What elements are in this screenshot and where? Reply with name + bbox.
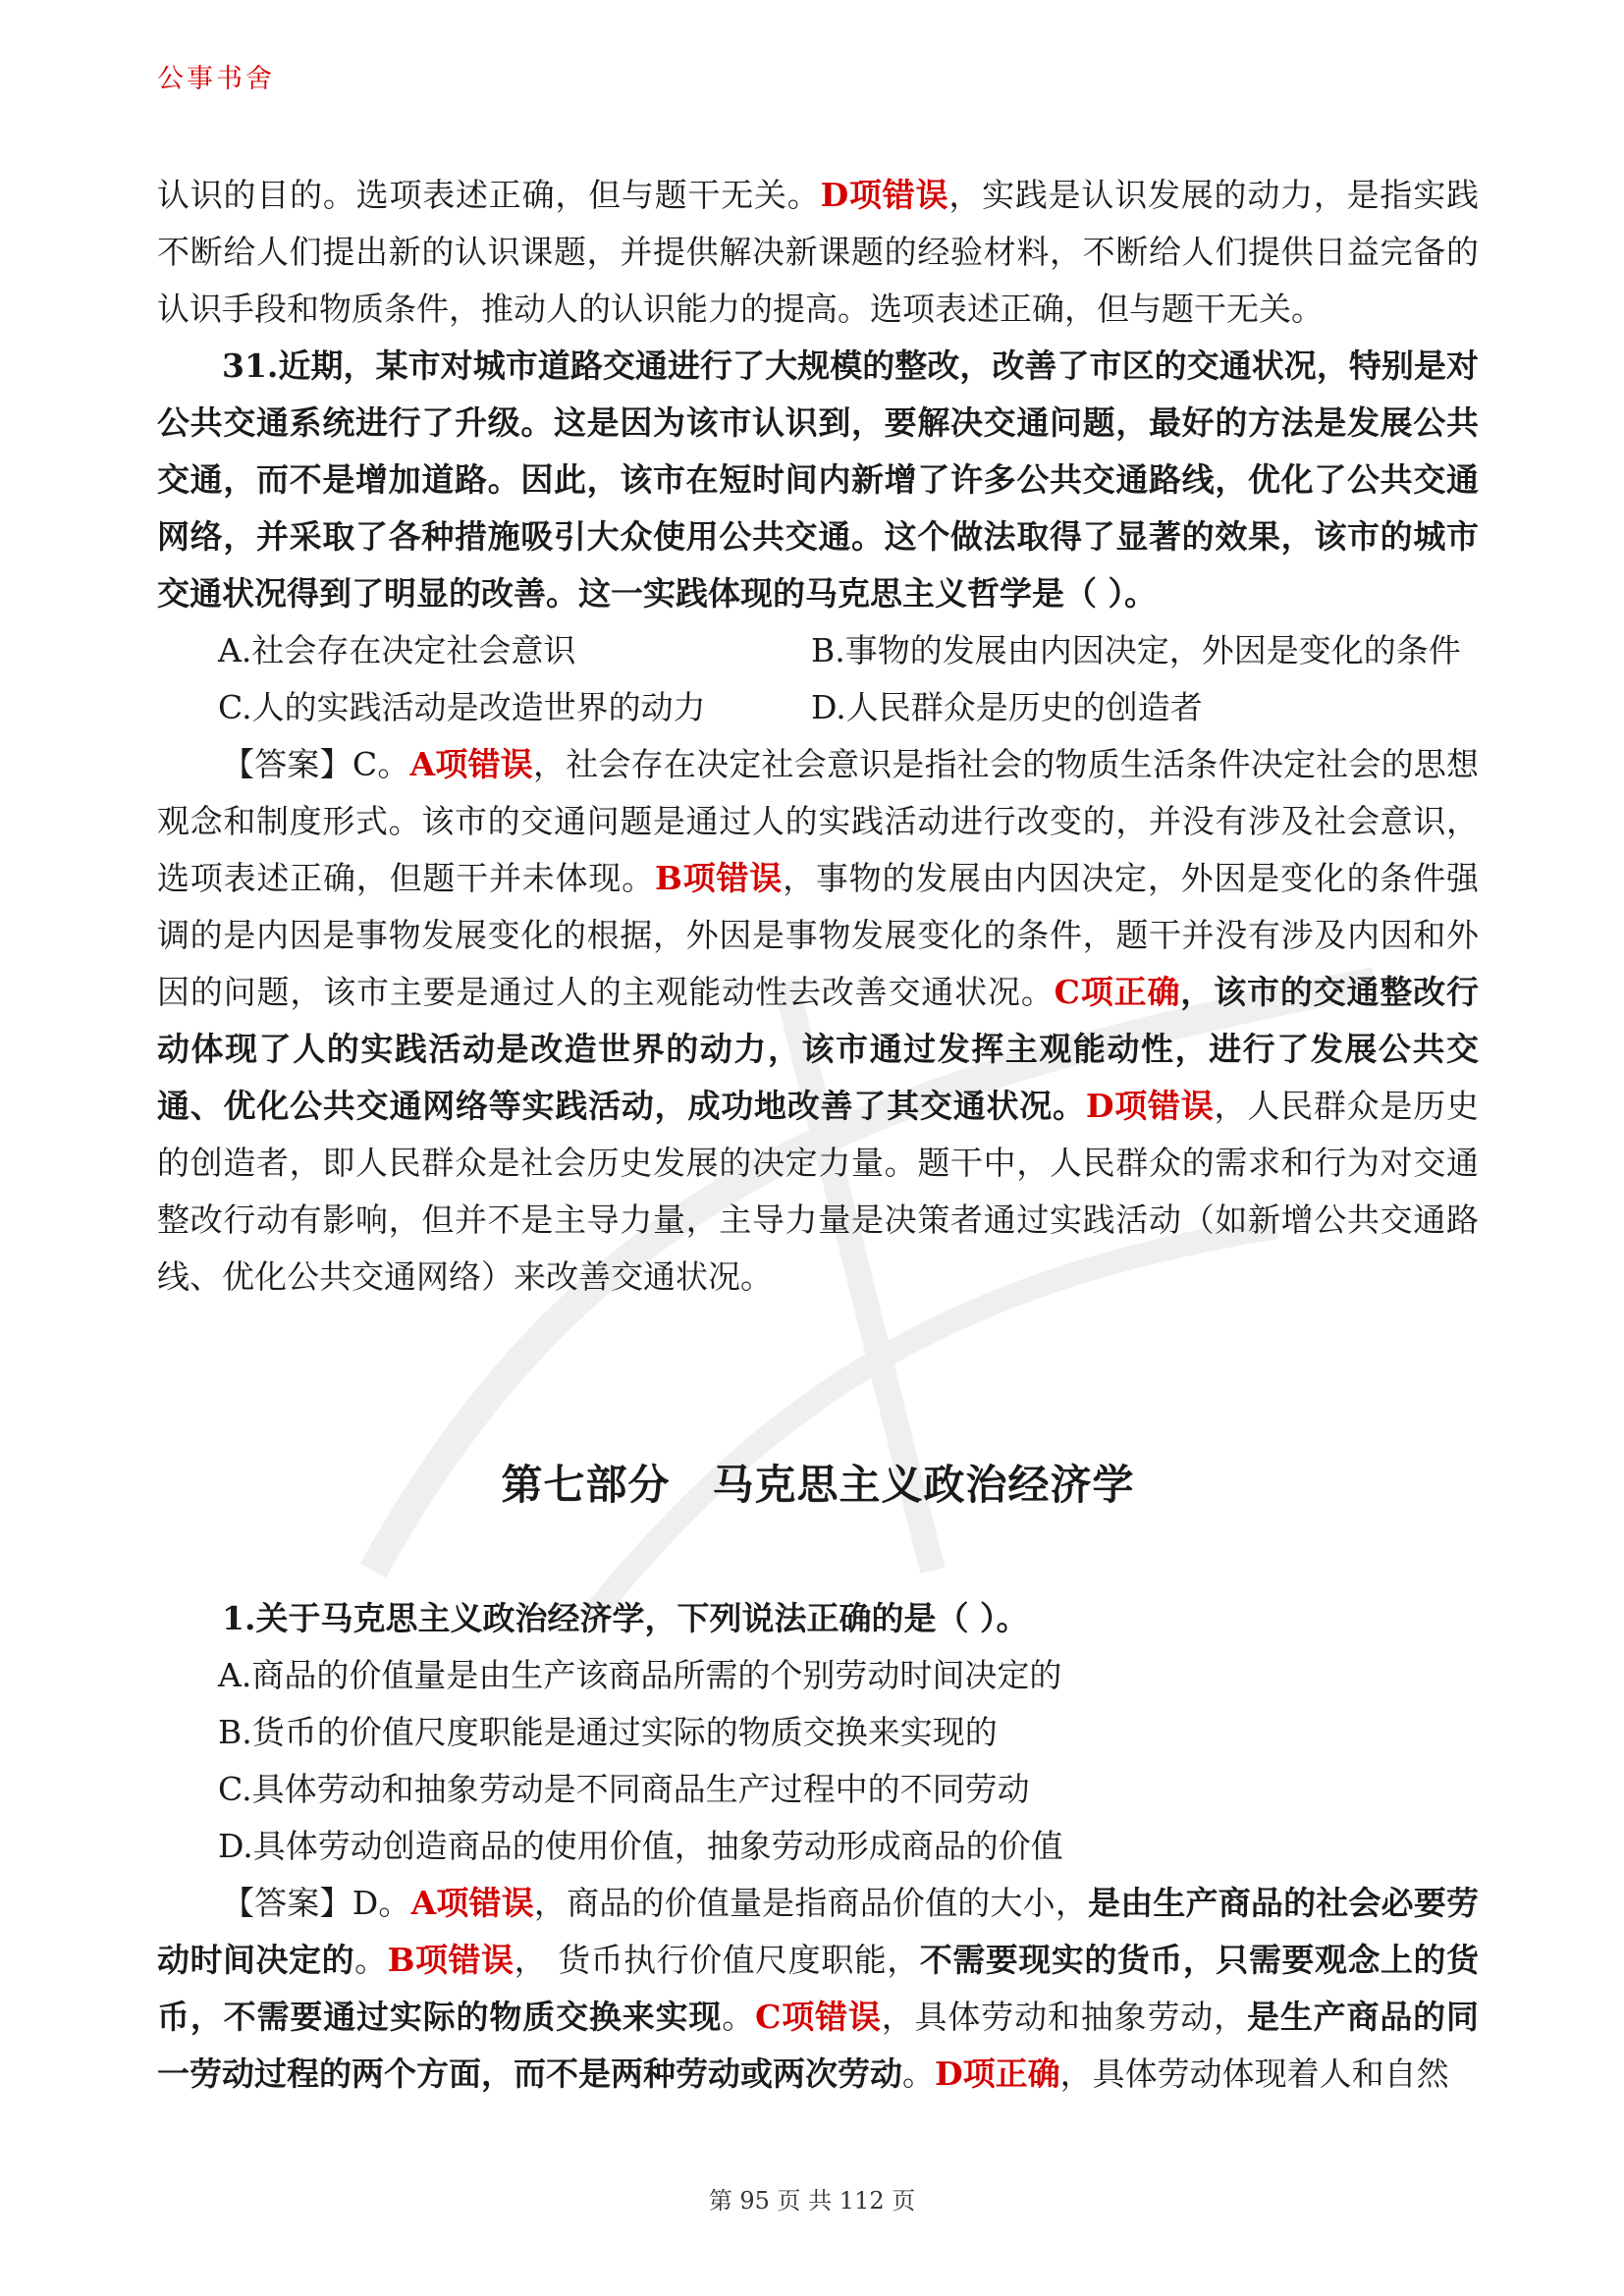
question-1-answer: 【答案】D。A项错误，商品的价值量是指商品价值的大小，是由生产商品的社会必要劳动时间决定的。B项错误， 货币执行价值尺度职能，不需要现实的货币，只需要观念上的货币，不需要通过实际的物质交换来实现。C项错误，具体劳动和抽象劳动，是生产商品的同一劳动过程的两个方面，而不是两种劳动或两次劳动。D项正确，具体劳动体现着人和自然 <box>157 1884 1480 2093</box>
option-a: A.商品的价值量是由生产该商品所需的个别劳动时间决定的 <box>218 1656 1062 1694</box>
option-b-verdict: B项错误 <box>654 859 784 897</box>
question-31-answer: 【答案】C。A项错误，社会存在决定社会意识是指社会的物质生活条件决定社会的思想观念和制度形式。该市的交通问题是通过人的实践活动进行改变的，并没有涉及社会意识，选项表述正确，但题干并未体现。B项错误，事物的发展由内因决定，外因是变化的条件强调的是内因是事物发展变化的根据，外因是事物发展变化的条件，题干并没有涉及内因和外因的问题，该市主要是通过人的主观能动性去改善交通状况。C项正确，该市的交通整改行动体现了人的实践活动是改造世界的动力，该市通过发挥主观能动性，进行了发展公共交通、优化公共交通网络等实践活动，成功地改善了其交通状况。D项错误，人民群众是历史的创造者，即人民群众是社会历史发展的决定力量。题干中，人民群众的需求和行为对交通整改行动有影响，但并不是主导力量，主导力量是决策者通过实践活动（如新增公共交通路线、优化公共交通网络）来改善交通状况。 <box>157 745 1480 1296</box>
section-title: 第七部分 马克思主义政治经济学 <box>501 1461 1135 1509</box>
question-31-options-row2 <box>157 679 1479 736</box>
option-d-verdict: D项正确 <box>935 2055 1060 2093</box>
option-a: A.社会存在决定社会意识 <box>218 631 576 669</box>
option-c: C.人的实践活动是改造世界的动力 <box>218 688 706 726</box>
option-a-verdict: A项错误 <box>409 745 534 783</box>
option-b-verdict: B项错误 <box>387 1941 514 1979</box>
continuation-paragraph: 认识的目的。选项表述正确，但与题干无关。D项错误，实践是认识发展的动力，是指实践不断给人们提出新的认识课题，并提供解决新课题的经验材料，不断给人们提供日益完备的认识手段和物质条件，推动人的认识能力的提高。选项表述正确，但与题干无关。 <box>157 176 1479 328</box>
question-31-options-row1 <box>157 622 1479 679</box>
option-b: B.事物的发展由内因决定，外因是变化的条件 <box>811 631 1461 669</box>
page-content <box>157 167 1479 2103</box>
option-d-verdict: D项错误 <box>1085 1087 1215 1125</box>
option-c: C.具体劳动和抽象劳动是不同商品生产过程中的不同劳动 <box>218 1770 1030 1808</box>
option-d-verdict: D项错误 <box>820 176 949 214</box>
page-footer: 第 95 页 共 112 页 <box>708 2187 916 2215</box>
option-c-verdict: C项正确 <box>1054 973 1181 1011</box>
question-1-stem: 1.关于马克思主义政治经济学，下列说法正确的是（ ）。 <box>222 1599 1029 1637</box>
option-d: D.人民群众是历史的创造者 <box>811 688 1203 726</box>
option-b: B.货币的价值尺度职能是通过实际的物质交换来实现的 <box>218 1713 998 1751</box>
option-c-verdict: C项错误 <box>755 1998 882 2036</box>
question-31-stem: 31.近期，某市对城市道路交通进行了大规模的整改，改善了市区的交通状况，特别是对公共交通系统进行了升级。这是因为该市认识到，要解决交通问题，最好的方法是发展公共交通，而不是增加道路。因此，该市在短时间内新增了许多公共交通路线，优化了公共交通网络，并采取了各种措施吸引大众使用公共交通。这个做法取得了显著的效果，该市的城市交通状况得到了明显的改善。这一实践体现的马克思主义哲学是（ ）。 <box>157 347 1479 613</box>
option-d: D.具体劳动创造商品的使用价值，抽象劳动形成商品的价值 <box>218 1827 1063 1865</box>
header-brand: 公事书舍 <box>157 64 275 94</box>
option-a-verdict: A项错误 <box>410 1884 534 1922</box>
